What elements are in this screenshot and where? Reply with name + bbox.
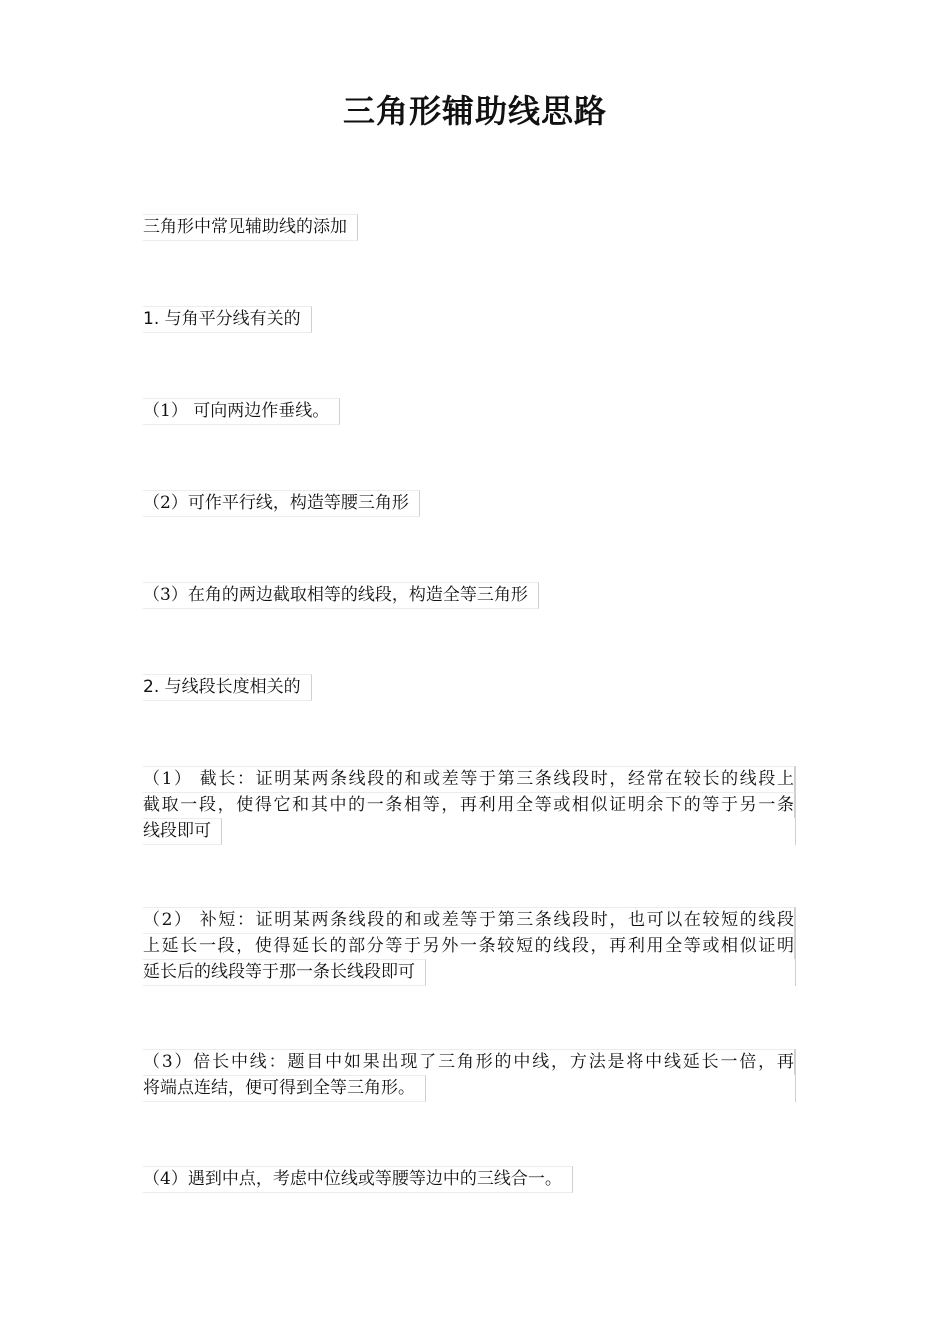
paragraph-line: 线段即可 — [143, 818, 222, 845]
section-1-item-3: （3）在角的两边截取相等的线段，构造全等三角形 — [143, 582, 539, 609]
page-title: 三角形辅助线思路 — [342, 92, 607, 130]
paragraph-line: 将端点连结，便可得到全等三角形。 — [143, 1075, 426, 1102]
section-2-item-3 — [143, 1049, 796, 1102]
paragraph-line: 上延长一段，使得延长的部分等于另外一条较短的线段，再利用全等或相似证明 — [143, 933, 795, 959]
intro-text: 三角形中常见辅助线的添加 — [143, 214, 358, 241]
section-2-item-4: （4）遇到中点，考虑中位线或等腰等边中的三线合一。 — [143, 1166, 573, 1193]
section-1-heading: 1. 与角平分线有关的 — [143, 306, 312, 333]
section-1-item-1: （1） 可向两边作垂线。 — [143, 398, 340, 425]
paragraph-line: （3）倍长中线：题目中如果出现了三角形的中线，方法是将中线延长一倍，再 — [143, 1049, 795, 1075]
section-2-heading: 2. 与线段长度相关的 — [143, 674, 312, 701]
paragraph-line: 截取一段，使得它和其中的一条相等，再利用全等或相似证明余下的等于另一条 — [143, 792, 795, 818]
paragraph-line: 延长后的线段等于那一条长线段即可 — [143, 959, 426, 986]
paragraph-line: （2） 补短：证明某两条线段的和或差等于第三条线段时，也可以在较短的线段 — [143, 907, 795, 933]
section-1-item-2: （2）可作平行线，构造等腰三角形 — [143, 490, 420, 517]
section-2-item-2 — [143, 907, 796, 986]
paragraph-line: （1） 截长：证明某两条线段的和或差等于第三条线段时，经常在较长的线段上 — [143, 766, 795, 792]
section-2-item-1 — [143, 766, 796, 845]
